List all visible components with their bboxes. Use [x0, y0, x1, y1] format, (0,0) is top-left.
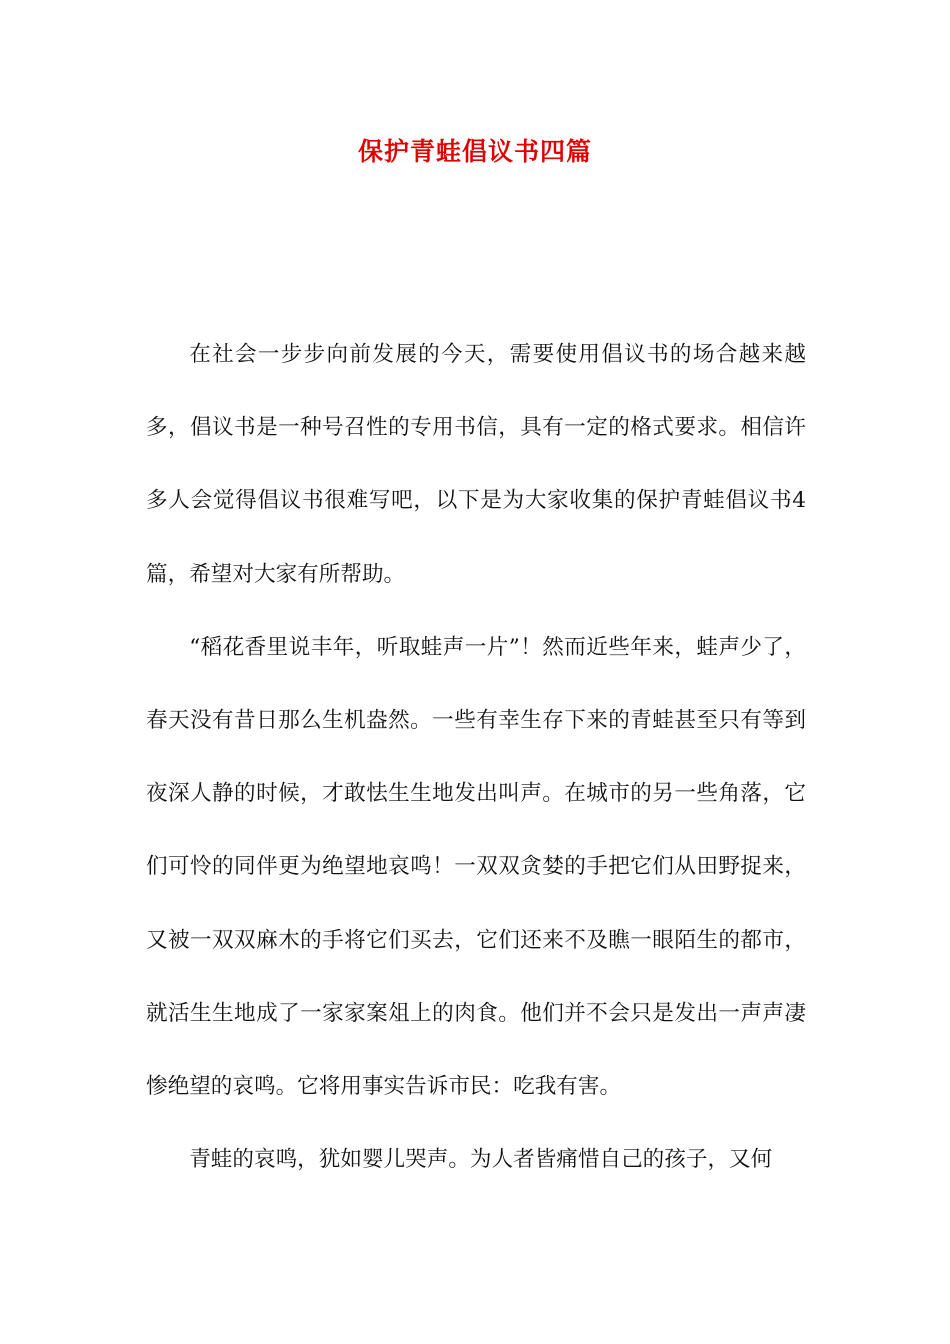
paragraph-intro: 在社会一步步向前发展的今天，需要使用倡议书的场合越来越多，倡议书是一种号召性的专用书信，具有一定的格式要求。相信许多人会觉得倡议书很难写吧，以下是为大家收集的保护青蛙倡议书4篇，希望对大家有所帮助。 — [146, 342, 806, 587]
paragraph-infant-cry: 青蛙的哀鸣，犹如婴儿哭声。为人者皆痛惜自己的孩子，又何 — [189, 1147, 773, 1173]
paragraph-frog-lament: “稻花香里说丰年，听取蛙声一片”！然而近些年来，蛙声少了，春天没有昔日那么生机盎然。一些有幸生存下来的青蛙甚至只有等到夜深人静的时候，才敢怯生生地发出叫声。在城市的另一些角落，它们可怜的同伴更为绝望地哀鸣！一双双贪婪的手把它们从田野捉来，又被一双双麻木的手将它们买去，它们还来不及瞧一眼陌生的都市，就活生生地成了一家家案俎上的肉食。他们并不会只是发出一声声凄惨绝望的哀鸣。它将用事实告诉市民：吃我有害。 — [146, 634, 806, 1100]
document-title: 保护青蛙倡议书四篇 — [357, 137, 592, 166]
document-body — [146, 318, 806, 1196]
